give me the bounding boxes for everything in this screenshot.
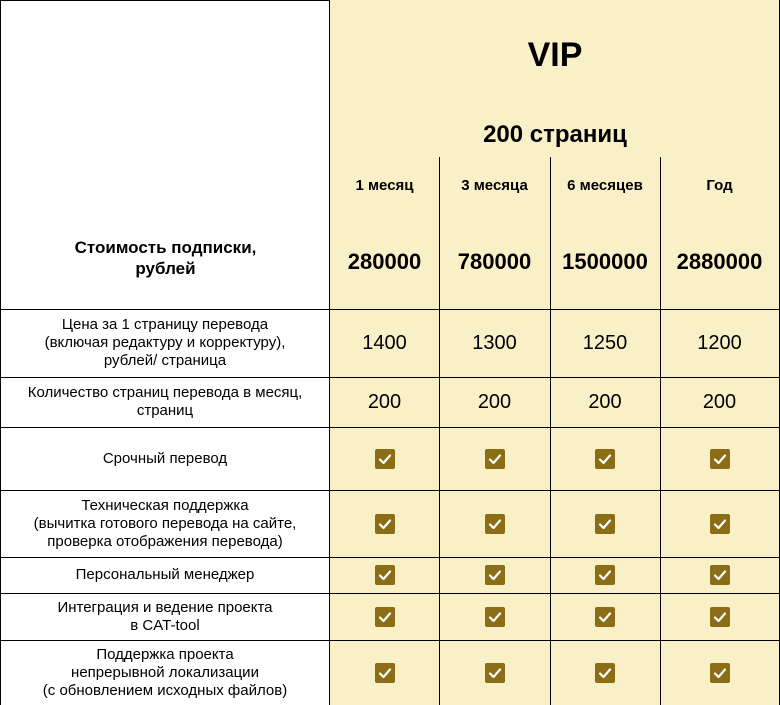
divider: [329, 0, 330, 705]
checkmark-cell: [550, 593, 660, 640]
subscription-cost-label-line: Стоимость подписки,: [74, 238, 257, 257]
feature-label-line: страниц: [136, 402, 194, 419]
checkmark-cell: [330, 427, 439, 490]
divider: [0, 309, 780, 310]
divider: [0, 557, 780, 558]
feature-label-line: Поддержка проекта: [96, 645, 234, 663]
checkbox-checked-icon: [485, 607, 505, 627]
divider: [550, 309, 551, 705]
checkbox-checked-icon: [710, 663, 730, 683]
divider: [0, 593, 780, 594]
feature-label-line: Цена за 1 страницу перевода: [61, 316, 269, 333]
checkmark-cell: [660, 490, 779, 557]
divider: [550, 157, 551, 309]
feature-label-line: в CAT-tool: [130, 616, 200, 634]
checkmark-cell: [330, 490, 439, 557]
divider: [0, 377, 780, 378]
subscription-price: 280000: [347, 249, 422, 274]
feature-label-line: (вычитка готового перевода на сайте,: [33, 514, 297, 532]
checkbox-checked-icon: [710, 514, 730, 534]
feature-cell: [0, 309, 330, 377]
feature-cell: [0, 593, 330, 640]
checkbox-checked-icon: [375, 607, 395, 627]
pages-per-month-value: 200: [702, 390, 737, 413]
checkmark-cell: [660, 427, 779, 490]
checkbox-checked-icon: [485, 565, 505, 585]
checkbox-checked-icon: [485, 514, 505, 534]
checkbox-checked-icon: [710, 449, 730, 469]
period-label: 3 месяца: [461, 176, 528, 194]
checkbox-checked-icon: [595, 565, 615, 585]
checkmark-cell: [439, 557, 550, 593]
pages-per-month-value: 200: [588, 390, 622, 413]
subscription-price: 780000: [457, 249, 532, 274]
divider: [0, 0, 330, 1]
subscription-price: 1500000: [562, 249, 648, 274]
feature-cell: [0, 377, 330, 427]
subscription-cost-label: [75, 237, 257, 279]
checkmark-cell: [439, 427, 550, 490]
period-label: 1 месяц: [355, 176, 414, 194]
subscription-cost-header: [0, 0, 330, 309]
feature-label-line: (с обновлением исходных файлов): [42, 681, 288, 699]
checkmark-cell: [330, 593, 439, 640]
checkbox-checked-icon: [375, 663, 395, 683]
checkmark-cell: [660, 557, 779, 593]
checkmark-cell: [439, 640, 550, 705]
checkmark-cell: [660, 640, 779, 705]
checkmark-cell: [550, 490, 660, 557]
feature-label-line: рублей/ страница: [103, 352, 227, 369]
divider: [660, 157, 661, 309]
checkmark-cell: [439, 593, 550, 640]
divider: [439, 157, 440, 309]
checkbox-checked-icon: [375, 514, 395, 534]
divider: [0, 640, 780, 641]
divider: [0, 427, 780, 428]
checkbox-checked-icon: [485, 663, 505, 683]
divider: [0, 490, 780, 491]
checkbox-checked-icon: [595, 514, 615, 534]
checkbox-checked-icon: [375, 449, 395, 469]
subscription-price: 2880000: [676, 249, 763, 274]
checkbox-checked-icon: [710, 607, 730, 627]
period-label: Год: [706, 176, 733, 194]
divider: [660, 309, 661, 705]
checkbox-checked-icon: [375, 565, 395, 585]
plan-pages: 200 страниц: [483, 121, 627, 148]
feature-cell: [0, 557, 330, 593]
checkmark-cell: [660, 593, 779, 640]
feature-label-line: Срочный перевод: [102, 449, 228, 467]
feature-label-line: проверка отображения перевода): [47, 532, 283, 550]
checkbox-checked-icon: [485, 449, 505, 469]
feature-cell: [0, 640, 330, 705]
checkmark-cell: [330, 557, 439, 593]
divider: [0, 0, 1, 705]
plan-title: VIP: [527, 35, 583, 74]
pages-per-month-value: 200: [477, 390, 512, 413]
price-per-page-value: 1250: [582, 331, 628, 354]
checkmark-cell: [330, 640, 439, 705]
feature-cell: [0, 490, 330, 557]
divider: [439, 309, 440, 705]
feature-label-line: Техническая поддержка: [81, 496, 249, 514]
feature-label-line: Интеграция и ведение проекта: [57, 598, 273, 616]
feature-label-line: Персональный менеджер: [75, 566, 255, 583]
feature-cell: [0, 427, 330, 490]
feature-label-line: Количество страниц перевода в месяц,: [27, 384, 303, 401]
subscription-cost-label-line: рублей: [135, 259, 196, 278]
checkbox-checked-icon: [710, 565, 730, 585]
checkbox-checked-icon: [595, 607, 615, 627]
feature-label-line: (включая редактуру и корректуру),: [44, 334, 286, 351]
checkmark-cell: [550, 557, 660, 593]
checkbox-checked-icon: [595, 663, 615, 683]
checkmark-cell: [439, 490, 550, 557]
pages-per-month-value: 200: [367, 390, 402, 413]
price-per-page-value: 1400: [362, 331, 407, 354]
feature-label-line: непрерывной локализации: [71, 663, 259, 681]
price-per-page-value: 1300: [472, 331, 517, 354]
checkbox-checked-icon: [595, 449, 615, 469]
period-label: 6 месяцев: [567, 176, 643, 194]
price-per-page-value: 1200: [697, 331, 742, 354]
checkmark-cell: [550, 427, 660, 490]
checkmark-cell: [550, 640, 660, 705]
